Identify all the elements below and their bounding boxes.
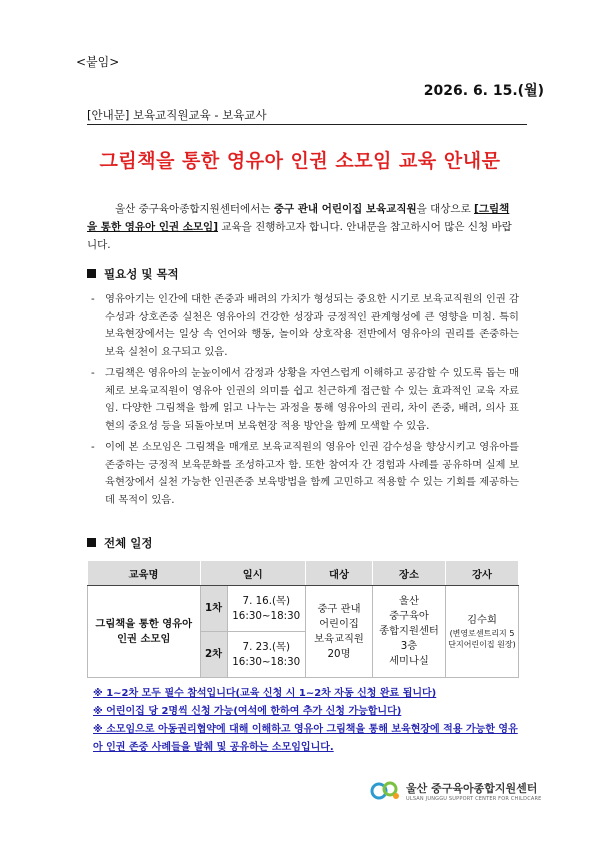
intro-target: 중구 관내 어린이집 보육교직원 (273, 203, 417, 215)
table-row (88, 586, 519, 632)
column-header: 교육명 (88, 561, 201, 586)
attachment-label: <붙임> (76, 55, 120, 69)
intro-text-1: 울산 중구육아종합지원센터에서는 (115, 203, 274, 215)
column-header: 강사 (446, 561, 519, 586)
intro-program-name: [그림책을 통한 영유아 인권 소모임] (87, 203, 510, 233)
session-number: 1차 (200, 586, 227, 632)
square-bullet-icon (87, 269, 96, 278)
intro-text-2: 을 대상으로 (416, 203, 475, 215)
list-item: - 그림책은 영유아의 눈높이에서 감정과 상황을 자연스럽게 이해하고 공감할 수 있도록 돕는 매체로 보육교직원이 영유아 인권의 의미를 쉽고 친근하게 접근할 수 있는 효과적인 교육 자료임. 다양한 그림책을 함께 읽고 나누는 과정을 통해 영유아의 권리, 차이 존중, 배려, 의사 표현의 중요성 등을 되돌아보며 보육현장 적용 방안을 함께 모색할 수 있음. (91, 367, 519, 432)
instructor-cell: 김수희 (변영로센트리지 5단지어린이집 원장) (446, 586, 519, 678)
schedule-table (87, 561, 519, 678)
course-name-cell: 그림책을 통한 영유아 인권 소모임 (88, 586, 201, 678)
document-subtitle: [안내문] 보육교직원교육 - 보육교사 (87, 108, 267, 122)
square-bullet-icon (87, 538, 96, 547)
center-logo-icon (370, 778, 402, 804)
section-heading-schedule: 전체 일정 (87, 535, 152, 551)
intro-text-3: 교육을 진행하고자 합니다. 안내문을 참고하시어 많은 신청 바랍니다. (87, 221, 512, 251)
table-header-row (88, 561, 519, 586)
session-number: 2차 (200, 632, 227, 678)
column-header: 대상 (306, 561, 373, 586)
session-datetime: 7. 23.(목) 16:30~18:30 (227, 632, 306, 678)
note-item: ※ 소모임으로 아동권리협약에 대해 이해하고 영유아 그림책을 통해 보육현장에 적용 가능한 영유아 인권 존중 사례들을 발췌 및 공유하는 소모임입니다. (93, 724, 518, 753)
note-item: ※ 1~2차 모두 필수 참석입니다(교육 신청 시 1~2차 자동 신청 완료 됩니다) (93, 688, 437, 699)
organization-name: 울산 중구육아종합지원센터 (406, 782, 538, 795)
list-item: - 영유아기는 인간에 대한 존중과 배려의 가치가 형성되는 중요한 시기로 보육교직원의 인권 감수성과 상호존중 실천은 영유아의 건강한 성장과 긍정적인 관계형성에 큰 영향을 미침. 특히 보육현장에서는 일상 속 언어와 행동, 놀이와 상호작용 전반에서 영유아의 권리를 존중하는 보육 실천이 요구되고 있음. (91, 293, 519, 358)
session-datetime: 7. 16.(목) 16:30~18:30 (227, 586, 306, 632)
organization-logo (370, 778, 542, 804)
purpose-list (87, 291, 519, 513)
target-cell: 중구 관내 어린이집 보육교직원 20명 (306, 586, 373, 678)
intro-paragraph (87, 200, 519, 254)
column-header: 장소 (373, 561, 446, 586)
notes-list (87, 685, 519, 757)
note-item: ※ 어린이집 당 2명씩 신청 가능(여석에 한하여 추가 신청 가능합니다) (93, 706, 402, 717)
list-item: - 이에 본 소모임은 그림책을 매개로 보육교직원의 영유아 인권 감수성을 향상시키고 영유아를 존중하는 긍정적 보육문화를 조성하고자 함. 또한 참여자 간 경험과 사례를 공유하며 실제 보육현장에서 실천 가능한 인권존중 보육방법을 함께 고민하고 적용할 수 있는 기회를 제공하는 데 목적이 있음. (91, 441, 519, 506)
place-cell: 울산 중구육아 종합지원센터 3층 세미나실 (373, 586, 446, 678)
header-divider (87, 124, 527, 125)
column-header: 일시 (200, 561, 306, 586)
organization-name-en: ULSAN JUNGGU SUPPORT CENTER FOR CHILDCARE (406, 796, 542, 802)
section-heading-purpose: 필요성 및 목적 (87, 266, 179, 282)
document-date: 2026. 6. 15.(월) (423, 83, 544, 99)
page-title: 그림책을 통한 영유아 인권 소모임 교육 안내문 (99, 150, 501, 172)
